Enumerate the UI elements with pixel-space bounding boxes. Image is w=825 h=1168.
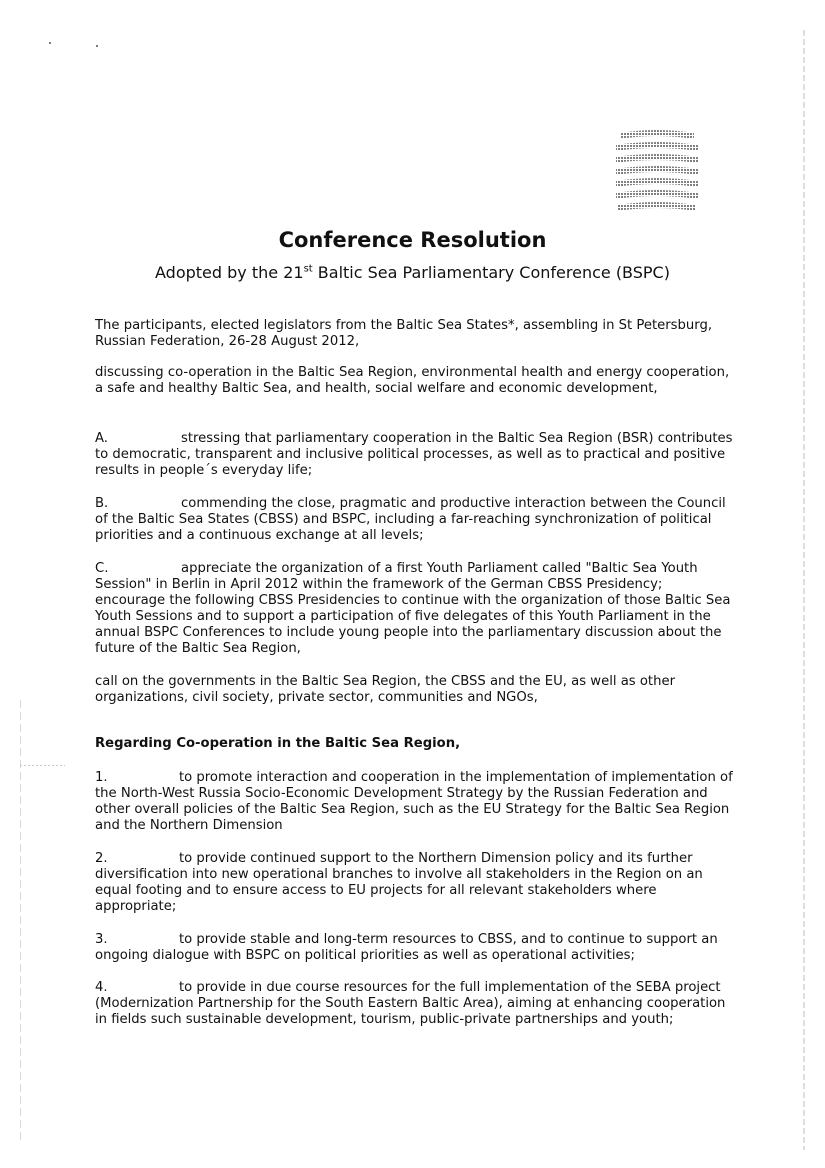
intro-paragraph: The participants, elected legislators from the Baltic Sea States*, assembling in St Petersburg, Russian Federation, 26-28 August 2012, xyxy=(95,318,713,349)
section-heading: Regarding Co-operation in the Baltic Sea Region, xyxy=(95,736,461,751)
subtitle-prefix: Adopted by the 21 xyxy=(155,263,304,282)
item-label: 2. xyxy=(95,851,108,866)
emblem-seal-icon xyxy=(612,127,702,217)
clause-text: stressing that parliamentary cooperation in the Baltic Sea Region (BSR) contributes to democratic, transparent and inclusive political processes, as well as to practical and positive results in people´s everyday life; xyxy=(95,431,733,478)
numbered-item-3 xyxy=(95,932,735,964)
discussing-paragraph: discussing co-operation in the Baltic Sea Region, environmental health and energy cooperation, a safe and healthy Baltic Sea, and health, social welfare and economic development, xyxy=(95,365,730,396)
numbered-item-4 xyxy=(95,980,735,1028)
numbered-item-1 xyxy=(95,770,735,834)
call-on-paragraph: call on the governments in the Baltic Sea Region, the CBSS and the EU, as well as other organizations, civil society, private sector, communities and NGOs, xyxy=(95,674,675,705)
clause-text: appreciate the organization of a first Youth Parliament called "Baltic Sea Youth Session" in Berlin in April 2012 within the framework of the German CBSS Presidency; encourage the following CBSS Presidencies to continue with the organization of those Baltic Sea Youth Sessions and to support a participation of five delegates of this Youth Parliament in the annual BSPC Conferences to include young people into the parliamentary discussion about the future of the Baltic Sea Region, xyxy=(95,561,731,656)
subtitle-superscript: st xyxy=(303,263,313,275)
clause-c xyxy=(95,561,735,657)
clause-label: C. xyxy=(95,561,109,576)
subtitle-suffix: Baltic Sea Parliamentary Conference (BSPC) xyxy=(312,263,670,282)
numbered-item-2 xyxy=(95,851,735,915)
scan-edge-left xyxy=(20,700,21,1140)
item-label: 1. xyxy=(95,770,108,785)
item-text: to provide continued support to the Northern Dimension policy and its further diversification into new operational branches to involve all stakeholders in the Region on an equal footing and to ensure access to EU projects for all relevant stakeholders where appropriate; xyxy=(95,851,703,914)
page-title: Conference Resolution xyxy=(278,228,547,252)
item-text: to promote interaction and cooperation in the implementation of implementation of the North-West Russia Socio-Economic Development Strategy by the Russian Federation and other overall policies of the Baltic Sea Region, such as the EU Strategy for the Baltic Sea Region and the Northern Dimension xyxy=(95,770,733,833)
scan-edge-right xyxy=(803,30,805,1150)
clause-label: A. xyxy=(95,431,108,446)
item-text: to provide in due course resources for the full implementation of the SEBA project (Modernization Partnership for the South Eastern Baltic Area), aiming at enhancing cooperation in fields such sustainable development, tourism, public-private partnerships and youth; xyxy=(95,980,726,1027)
clause-a xyxy=(95,431,735,479)
item-label: 3. xyxy=(95,932,108,947)
scan-speck xyxy=(96,45,98,47)
scan-speck xyxy=(49,42,51,44)
scan-mark xyxy=(20,765,65,766)
item-label: 4. xyxy=(95,980,108,995)
clause-text: commending the close, pragmatic and productive interaction between the Council of the Baltic Sea States (CBSS) and BSPC, including a far-reaching synchronization of political priorities and a continuous exchange at all levels; xyxy=(95,496,726,543)
page-subtitle xyxy=(0,263,825,282)
clause-b xyxy=(95,496,735,544)
clause-label: B. xyxy=(95,496,109,511)
item-text: to provide stable and long-term resources to CBSS, and to continue to support an ongoing dialogue with BSPC on political priorities as well as operational activities; xyxy=(95,932,718,963)
